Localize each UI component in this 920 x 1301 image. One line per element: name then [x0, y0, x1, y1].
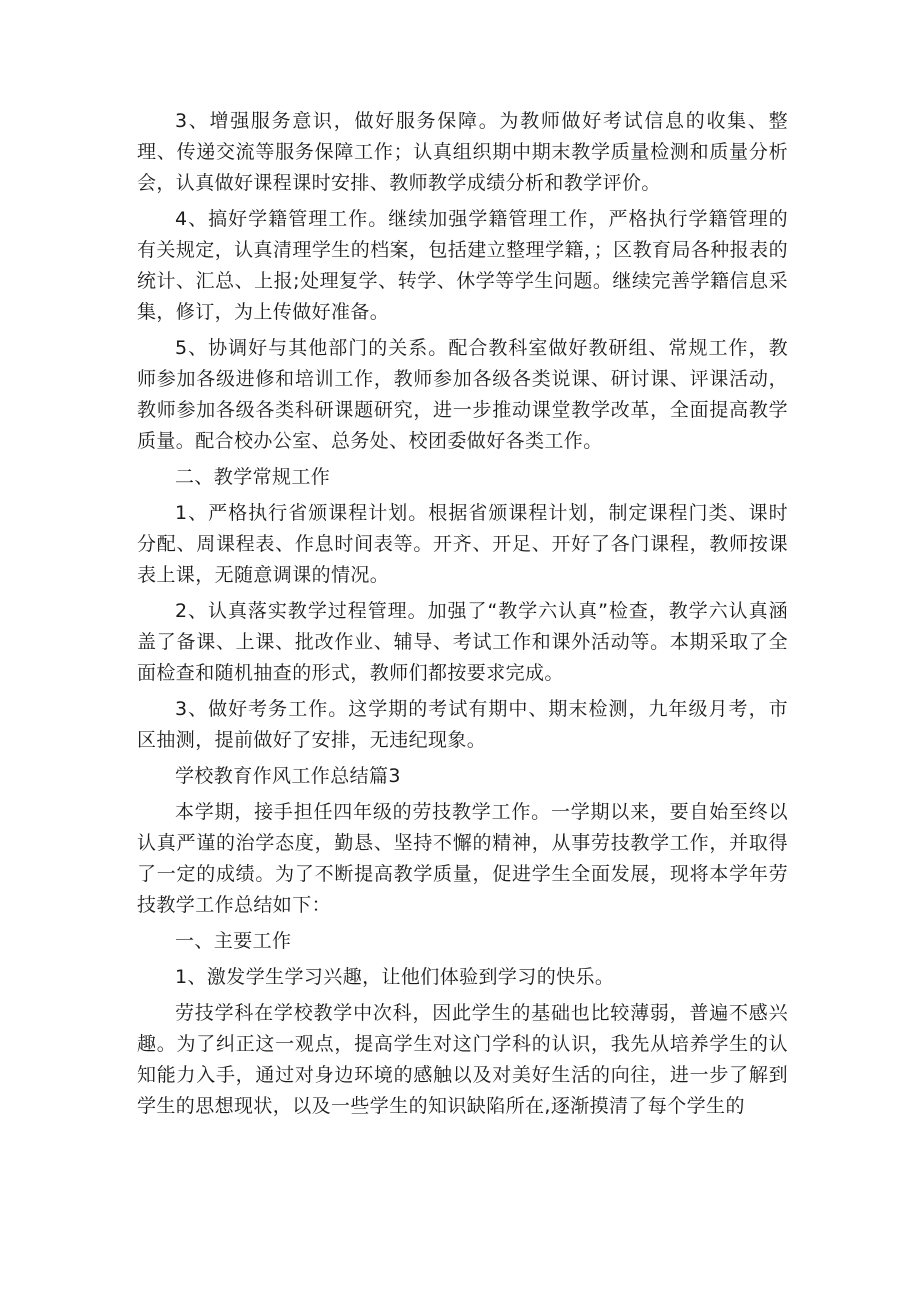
paragraph-student-records: 4、搞好学籍管理工作。继续加强学籍管理工作，严格执行学籍管理的有关规定，认真清理学生的档案，包括建立整理学籍，；区教育局各种报表的统计、汇总、上报;处理复学、转学、休学等学生问题。继续完善学籍信息采集，修订，为上传做好准备。: [137, 208, 788, 323]
paragraph-labor-skills: 劳技学科在学校教学中次科，因此学生的基础也比较薄弱，普遍不感兴趣。为了纠正这一观点，提高学生对这门学科的认识，我先从培养学生的认知能力入手，通过对身边环境的感触以及对美好生活的向往，进一步了解到学生的思想现状，以及一些学生的知识缺陷所在,逐渐摸清了每个学生的: [137, 1002, 788, 1117]
paragraph-exam-affairs: 3、做好考务工作。这学期的考试有期中、期末检测，九年级月考，市区抽测，提前做好了安排，无违纪现象。: [137, 698, 788, 751]
paragraph-department-coordination: 5、协调好与其他部门的关系。配合教科室做好教研组、常规工作，教师参加各级进修和培训工作，教师参加各级各类说课、研讨课、评课活动，教师参加各级各类科研课题研究，进一步推动课堂教学改革，全面提高教学质量。配合校办公室、总务处、校团委做好各类工作。: [137, 337, 788, 452]
article-title-part-3: 学校教育作风工作总结篇3: [175, 765, 401, 787]
document-body: [137, 106, 788, 1122]
section-heading-main-work: 一、主要工作: [175, 930, 292, 952]
paragraph-teaching-process: 2、认真落实教学过程管理。加强了“教学六认真”检查，教学六认真涵盖了备课、上课、批改作业、辅导、考试工作和课外活动等。本期采取了全面检查和随机抽查的形式，教师们都按要求完成。: [137, 600, 788, 684]
section-heading-teaching-routine: 二、教学常规工作: [175, 466, 331, 488]
paragraph-intro: 本学期，接手担任四年级的劳技教学工作。一学期以来，要自始至终以认真严谨的治学态度，勤恳、坚持不懈的精神，从事劳技教学工作，并取得了一定的成绩。为了不断提高教学质量，促进学生全面发展，现将本学年劳技教学工作总结如下：: [137, 801, 788, 916]
paragraph-stimulate-interest: 1、激发学生学习兴趣，让他们体验到学习的快乐。: [175, 966, 615, 988]
paragraph-curriculum-plan: 1、严格执行省颁课程计划。根据省颁课程计划，制定课程门类、课时分配、周课程表、作息时间表等。开齐、开足、开好了各门课程，教师按课表上课，无随意调课的情况。: [137, 502, 788, 586]
paragraph-service-assurance: 3、增强服务意识，做好服务保障。为教师做好考试信息的收集、整理、传递交流等服务保障工作；认真组织期中期末教学质量检测和质量分析会，认真做好课程课时安排、教师教学成绩分析和教学评价。: [137, 110, 788, 194]
